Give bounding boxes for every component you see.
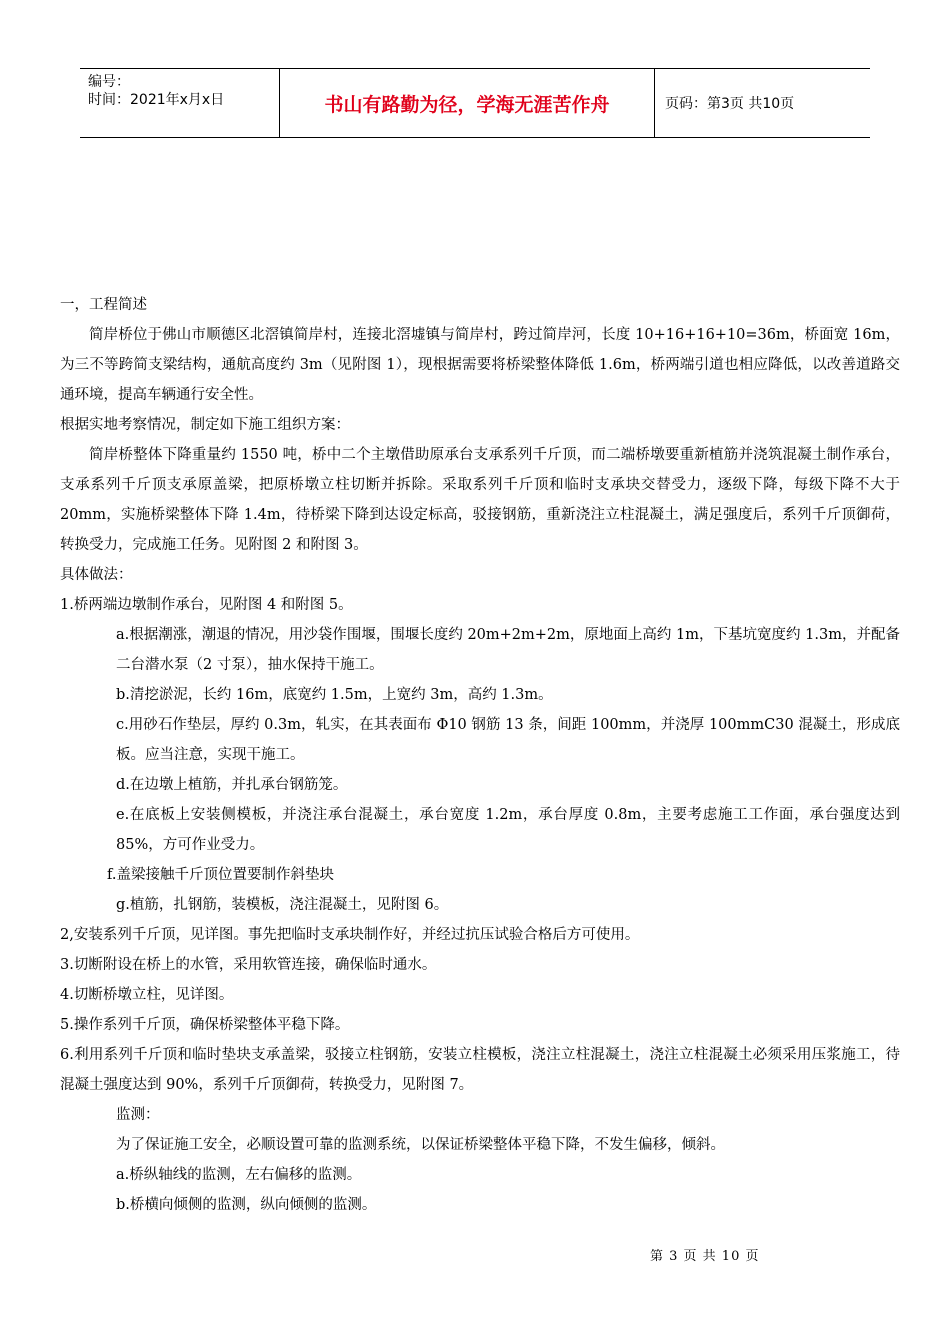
list-item-1e: e.在底板上安装侧模板，并浇注承台混凝土，承台宽度 1.2m，承台厚度 0.8m，主要考虑施工工作面，承台强度达到 85%，方可作业受力。	[116, 807, 900, 853]
page-header	[80, 68, 870, 138]
monitor-title: 监测：	[116, 1107, 160, 1123]
list-item-6: 6.利用系列千斤顶和临时垫块支承盖梁，驳接立柱钢筋，安装立柱模板，浇注立柱混凝土，浇注立柱混凝土必须采用压浆施工，待混凝土强度达到 90%，系列千斤顶御荷，转换受力，见附图 7。	[60, 1047, 900, 1093]
paragraph-plan: 简岸桥整体下降重量约 1550 吨，桥中二个主墩借助原承台支承系列千斤顶，而二端桥墩要重新植筋并浇筑混凝土制作承台，支承系列千斤顶支承原盖梁，把原桥墩立柱切断并拆除。采取系列千斤顶和临时支承块交替受力，逐级下降，每级下降不大于 20mm，实施桥梁整体下降 1.4m，待桥梁下降到达设定标高，驳接钢筋，重新浇注立柱混凝土，满足强度后，系列千斤顶御荷，转换受力，完成施工任务。见附图 2 和附图 3。	[60, 447, 900, 553]
list-item-1a: a.根据潮涨，潮退的情况，用沙袋作围堰，围堰长度约 20m+2m+2m，原地面上高约 1m，下基坑宽度约 1.3m，并配备二台潜水泵（2 寸泵），抽水保持干施工。	[116, 627, 900, 673]
document-body	[60, 290, 900, 1220]
section-title: 一，工程简述	[60, 297, 147, 313]
monitor-intro: 为了保证施工安全，必顺设置可靠的监测系统，以保证桥梁整体平稳下降，不发生偏移，倾斜。	[116, 1137, 725, 1153]
list-item-3: 3.切断附设在桥上的水管，采用软管连接，确保临时通水。	[60, 957, 437, 973]
list-item-1c: c.用砂石作垫层，厚约 0.3m，轧实，在其表面布 Φ10 钢筋 13 条，间距 100mm，并浇厚 100mmC30 混凝土，形成底板。应当注意，实现干施工。	[116, 717, 900, 763]
list-item-1b: b.清挖淤泥，长约 16m，底宽约 1.5m，上宽约 3m，高约 1.3m。	[116, 687, 553, 703]
method-title: 具体做法：	[60, 567, 133, 583]
paragraph-plan-intro: 根据实地考察情况，制定如下施工组织方案：	[60, 417, 350, 433]
document-number-label: 编号：	[88, 74, 130, 90]
list-item-1: 1.桥两端边墩制作承台，见附图 4 和附图 5。	[60, 597, 353, 613]
list-item-2: 2,安装系列千斤顶，见详图。事先把临时支承块制作好，并经过抗压试验合格后方可使用。	[60, 927, 640, 943]
header-meta	[80, 69, 280, 137]
list-item-1d: d.在边墩上植筋，并扎承台钢筋笼。	[116, 777, 348, 793]
header-page-number: 页码：第3页 共10页	[665, 96, 795, 112]
monitor-item-a: a.桥纵轴线的监测，左右偏移的监测。	[116, 1167, 362, 1183]
list-item-4: 4.切断桥墩立柱，见详图。	[60, 987, 234, 1003]
list-item-5: 5.操作系列千斤顶，确保桥梁整体平稳下降。	[60, 1017, 350, 1033]
list-item-1g: g.植筋，扎钢筋，装模板，浇注混凝土，见附图 6。	[116, 897, 449, 913]
page-footer: 第 3 页 共 10 页	[650, 1249, 760, 1264]
monitor-item-b: b.桥横向倾侧的监测，纵向倾侧的监测。	[116, 1197, 377, 1213]
document-date-label: 时间：2021年x月x日	[88, 92, 225, 108]
header-motto: 书山有路勤为径，学海无涯苦作舟	[280, 69, 655, 137]
list-item-1f: f.盖梁接触千斤顶位置要制作斜垫块	[107, 867, 334, 883]
paragraph-overview: 简岸桥位于佛山市顺德区北滘镇简岸村，连接北滘墟镇与简岸村，跨过简岸河，长度 10+16+16+10=36m，桥面宽 16m，为三不等跨简支梁结构，通航高度约 3m（见附图 1），现根据需要将桥梁整体降低 1.6m，桥两端引道也相应降低，以改善道路交通环境，提高车辆通行安全性。	[60, 327, 900, 403]
